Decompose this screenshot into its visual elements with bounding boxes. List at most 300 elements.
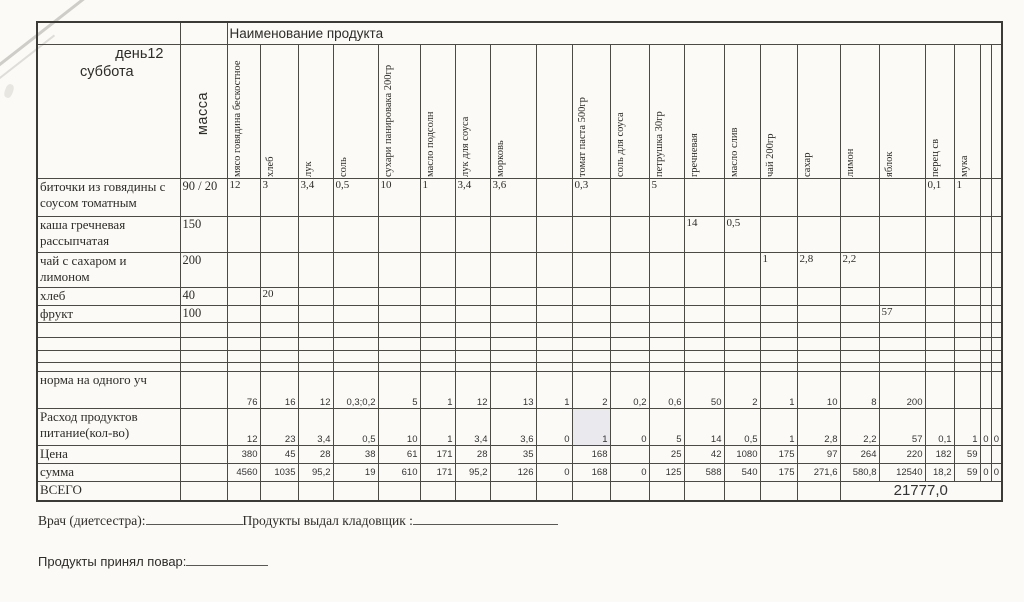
product-value-cell xyxy=(724,287,760,305)
product-value-cell xyxy=(536,287,572,305)
empty-cell xyxy=(180,482,227,501)
summary-value-cell: 0,5 xyxy=(724,409,760,446)
product-column-label: яблок xyxy=(883,150,895,177)
mass-header-cell xyxy=(180,44,227,178)
empty-cell xyxy=(980,363,991,372)
empty-cell xyxy=(649,482,684,501)
product-value-cell xyxy=(840,305,879,323)
empty-cell xyxy=(954,363,980,372)
product-value-cell xyxy=(649,216,684,252)
product-value-cell xyxy=(455,305,490,323)
empty-cell xyxy=(298,351,333,363)
summary-value-cell: 220 xyxy=(879,446,925,464)
product-column-label: гречневая xyxy=(688,132,700,177)
product-value-cell xyxy=(572,305,610,323)
product-value-cell xyxy=(610,178,649,216)
summary-value-cell: 95,2 xyxy=(298,464,333,482)
product-column-header xyxy=(298,44,333,178)
empty-cell xyxy=(490,323,536,338)
empty-cell xyxy=(925,323,954,338)
product-column-header xyxy=(260,44,298,178)
product-column-header xyxy=(724,44,760,178)
product-column-label: лук xyxy=(302,160,314,177)
empty-cell xyxy=(455,323,490,338)
signature-line-2 xyxy=(38,552,268,569)
empty-cell xyxy=(980,323,991,338)
empty-cell xyxy=(37,351,180,363)
product-value-cell xyxy=(333,252,378,287)
empty-cell xyxy=(649,323,684,338)
summary-value-cell: 0,2 xyxy=(610,372,649,409)
empty-cell xyxy=(649,338,684,351)
summary-value-cell: 5 xyxy=(649,409,684,446)
product-value-cell xyxy=(724,178,760,216)
empty-cell xyxy=(455,363,490,372)
product-value-cell xyxy=(490,287,536,305)
empty-cell xyxy=(684,482,724,501)
empty-cell xyxy=(840,323,879,338)
empty-cell xyxy=(333,363,378,372)
empty-cell xyxy=(572,323,610,338)
empty-cell xyxy=(760,338,797,351)
product-value-cell xyxy=(954,252,980,287)
product-value-cell xyxy=(649,252,684,287)
product-column-label: соль для соуса xyxy=(614,111,626,177)
summary-value-cell: 28 xyxy=(455,446,490,464)
summary-value-cell: 4560 xyxy=(227,464,260,482)
product-column-label: соль xyxy=(337,156,349,177)
summary-value-cell: 95,2 xyxy=(455,464,490,482)
summary-value-cell: 13 xyxy=(490,372,536,409)
empty-cell xyxy=(724,363,760,372)
summary-value-cell: 50 xyxy=(684,372,724,409)
empty-cell xyxy=(572,338,610,351)
product-value-cell: 2,2 xyxy=(840,252,879,287)
product-value-cell xyxy=(333,305,378,323)
product-value-cell xyxy=(797,178,840,216)
product-value-cell xyxy=(954,216,980,252)
summary-value-cell: 182 xyxy=(925,446,954,464)
empty-cell xyxy=(684,351,724,363)
corner-cell xyxy=(180,22,227,44)
summary-value-cell: 1 xyxy=(760,409,797,446)
summary-row xyxy=(37,464,1002,482)
product-column-header xyxy=(980,44,991,178)
product-value-cell xyxy=(925,216,954,252)
product-column-label: лук для соуса xyxy=(459,116,471,177)
product-value-cell xyxy=(536,178,572,216)
product-value-cell xyxy=(378,252,420,287)
empty-cell xyxy=(180,338,227,351)
empty-cell xyxy=(879,363,925,372)
product-value-cell xyxy=(490,305,536,323)
product-value-cell xyxy=(954,305,980,323)
product-column-header xyxy=(333,44,378,178)
summary-value-cell: 125 xyxy=(649,464,684,482)
product-column-header xyxy=(572,44,610,178)
product-value-cell xyxy=(684,178,724,216)
summary-value-cell xyxy=(954,372,980,409)
summary-value-cell xyxy=(610,446,649,464)
product-column-header xyxy=(760,44,797,178)
summary-value-cell: 76 xyxy=(227,372,260,409)
product-value-cell xyxy=(925,287,954,305)
summary-value-cell xyxy=(991,372,1002,409)
empty-cell xyxy=(260,363,298,372)
empty-cell xyxy=(572,351,610,363)
doctor-label: Врач (диетсестра): xyxy=(38,513,146,528)
product-value-cell: 5 xyxy=(649,178,684,216)
summary-value-cell: 12 xyxy=(455,372,490,409)
product-column-header xyxy=(490,44,536,178)
summary-label-cell: Цена xyxy=(37,446,180,464)
product-value-cell xyxy=(420,252,455,287)
product-value-cell xyxy=(610,216,649,252)
product-column-header xyxy=(227,44,260,178)
empty-cell xyxy=(760,363,797,372)
empty-cell xyxy=(298,482,333,501)
empty-row xyxy=(37,363,1002,372)
product-value-cell xyxy=(455,252,490,287)
product-value-cell xyxy=(260,252,298,287)
dish-row xyxy=(37,287,1002,305)
empty-cell xyxy=(333,323,378,338)
summary-value-cell: 38 xyxy=(333,446,378,464)
product-value-cell xyxy=(724,252,760,287)
product-column-label: сухари панировака 200гр xyxy=(382,64,394,177)
empty-cell xyxy=(420,482,455,501)
product-column-label: мясо говядина бескостное xyxy=(231,59,243,177)
product-value-cell xyxy=(991,287,1002,305)
summary-value-cell: 126 xyxy=(490,464,536,482)
summary-value-cell: 59 xyxy=(954,446,980,464)
summary-value-cell: 19 xyxy=(333,464,378,482)
summary-value-cell: 28 xyxy=(298,446,333,464)
summary-value-cell: 57 xyxy=(879,409,925,446)
empty-cell xyxy=(879,351,925,363)
summary-value-cell: 59 xyxy=(954,464,980,482)
summary-value-cell: 264 xyxy=(840,446,879,464)
product-value-cell xyxy=(991,305,1002,323)
summary-value-cell: 200 xyxy=(879,372,925,409)
product-value-cell xyxy=(649,287,684,305)
summary-value-cell: 42 xyxy=(684,446,724,464)
product-value-cell xyxy=(760,178,797,216)
product-value-cell: 10 xyxy=(378,178,420,216)
mass-header-label: масса xyxy=(194,91,211,135)
empty-cell xyxy=(378,363,420,372)
empty-cell xyxy=(760,351,797,363)
product-value-cell: 1 xyxy=(954,178,980,216)
cook-label: Продукты принял повар: xyxy=(38,554,187,569)
column-header-row xyxy=(37,44,1002,178)
product-value-cell xyxy=(227,287,260,305)
product-value-cell: 2,8 xyxy=(797,252,840,287)
product-value-cell xyxy=(980,216,991,252)
product-value-cell xyxy=(879,287,925,305)
product-value-cell xyxy=(760,287,797,305)
empty-cell xyxy=(684,363,724,372)
product-value-cell xyxy=(298,287,333,305)
product-value-cell xyxy=(298,216,333,252)
dish-row xyxy=(37,178,1002,216)
product-value-cell: 3,6 xyxy=(490,178,536,216)
empty-row xyxy=(37,338,1002,351)
summary-value-cell: 175 xyxy=(760,464,797,482)
product-value-cell xyxy=(797,216,840,252)
empty-cell xyxy=(260,323,298,338)
mass-value-cell: 40 xyxy=(180,287,227,305)
product-value-cell xyxy=(879,178,925,216)
dish-name-cell: фрукт xyxy=(37,305,180,323)
product-value-cell xyxy=(298,252,333,287)
signature-line xyxy=(146,511,243,525)
empty-cell xyxy=(378,351,420,363)
product-value-cell: 14 xyxy=(684,216,724,252)
summary-value-cell: 2,2 xyxy=(840,409,879,446)
day-number-label: день12 xyxy=(115,45,164,62)
product-value-cell xyxy=(879,216,925,252)
summary-value-cell: 1 xyxy=(420,409,455,446)
empty-cell xyxy=(490,351,536,363)
product-column-label: масло подсолн xyxy=(424,110,436,177)
empty-cell xyxy=(298,338,333,351)
summary-value-cell: 8 xyxy=(840,372,879,409)
summary-value-cell: 588 xyxy=(684,464,724,482)
summary-value-cell: 540 xyxy=(724,464,760,482)
product-value-cell xyxy=(536,252,572,287)
empty-cell xyxy=(797,351,840,363)
summary-value-cell: 0,5 xyxy=(333,409,378,446)
summary-value-cell: 12 xyxy=(298,372,333,409)
signature-line-1 xyxy=(38,511,558,529)
summary-value-cell: 14 xyxy=(684,409,724,446)
product-value-cell xyxy=(760,305,797,323)
product-value-cell xyxy=(879,252,925,287)
product-column-header xyxy=(991,44,1002,178)
product-value-cell: 20 xyxy=(260,287,298,305)
product-value-cell xyxy=(536,305,572,323)
product-value-cell xyxy=(227,305,260,323)
empty-cell xyxy=(610,351,649,363)
product-value-cell xyxy=(925,252,954,287)
product-value-cell xyxy=(724,305,760,323)
product-column-header xyxy=(684,44,724,178)
product-value-cell: 57 xyxy=(879,305,925,323)
product-column-label: перец св xyxy=(929,138,941,177)
empty-cell xyxy=(797,323,840,338)
product-value-cell: 1 xyxy=(760,252,797,287)
summary-value-cell: 10 xyxy=(797,372,840,409)
mass-value-cell: 100 xyxy=(180,305,227,323)
empty-cell xyxy=(227,323,260,338)
summary-value-cell: 610 xyxy=(378,464,420,482)
product-value-cell xyxy=(378,216,420,252)
product-column-label: томат паста 500гр xyxy=(576,96,588,177)
empty-cell xyxy=(954,338,980,351)
product-column-header xyxy=(649,44,684,178)
product-value-cell xyxy=(684,252,724,287)
empty-cell xyxy=(610,482,649,501)
summary-value-cell: 0 xyxy=(610,464,649,482)
empty-cell xyxy=(455,338,490,351)
product-value-cell: 0,3 xyxy=(572,178,610,216)
product-value-cell xyxy=(797,287,840,305)
empty-cell xyxy=(490,482,536,501)
summary-value-cell: 25 xyxy=(649,446,684,464)
empty-cell xyxy=(180,446,227,464)
product-value-cell xyxy=(420,287,455,305)
summary-value-cell: 1 xyxy=(536,372,572,409)
product-column-header xyxy=(954,44,980,178)
empty-cell xyxy=(925,363,954,372)
product-value-cell xyxy=(610,305,649,323)
empty-cell xyxy=(333,482,378,501)
product-column-label: масло слив xyxy=(728,127,740,177)
empty-cell xyxy=(649,363,684,372)
empty-cell xyxy=(420,351,455,363)
summary-value-cell: 1080 xyxy=(724,446,760,464)
empty-cell xyxy=(991,351,1002,363)
product-column-header xyxy=(797,44,840,178)
summary-value-cell: 18,2 xyxy=(925,464,954,482)
empty-cell xyxy=(840,363,879,372)
product-column-label: чай 200гр xyxy=(764,133,776,177)
empty-cell xyxy=(455,482,490,501)
product-column-header xyxy=(420,44,455,178)
summary-value-cell: 171 xyxy=(420,446,455,464)
scan-artifact xyxy=(3,83,15,99)
product-value-cell xyxy=(610,287,649,305)
empty-cell xyxy=(572,363,610,372)
total-label-cell: ВСЕГО xyxy=(37,482,180,501)
empty-cell xyxy=(954,323,980,338)
empty-cell xyxy=(536,323,572,338)
empty-cell xyxy=(684,323,724,338)
empty-cell xyxy=(180,372,227,409)
summary-label-cell: Расход продуктов питание(кол-во) xyxy=(37,409,180,446)
empty-cell xyxy=(37,338,180,351)
summary-row xyxy=(37,446,1002,464)
empty-cell xyxy=(333,338,378,351)
empty-cell xyxy=(180,409,227,446)
empty-cell xyxy=(536,338,572,351)
empty-cell xyxy=(260,482,298,501)
summary-value-cell: 0 xyxy=(991,409,1002,446)
product-value-cell xyxy=(649,305,684,323)
product-value-cell xyxy=(572,252,610,287)
product-value-cell xyxy=(991,178,1002,216)
product-column-label: петрушка 30гр xyxy=(653,110,665,177)
product-column-header xyxy=(925,44,954,178)
empty-cell xyxy=(180,323,227,338)
product-value-cell: 3,4 xyxy=(298,178,333,216)
summary-row xyxy=(37,372,1002,409)
empty-cell xyxy=(37,323,180,338)
summary-value-cell: 35 xyxy=(490,446,536,464)
product-value-cell xyxy=(840,287,879,305)
table-header-row xyxy=(37,22,1002,44)
empty-cell xyxy=(260,338,298,351)
summary-label-cell: сумма xyxy=(37,464,180,482)
product-value-cell xyxy=(980,305,991,323)
summary-value-cell: 12 xyxy=(227,409,260,446)
empty-cell xyxy=(536,351,572,363)
empty-cell xyxy=(536,482,572,501)
product-column-header xyxy=(840,44,879,178)
summary-value-cell: 61 xyxy=(378,446,420,464)
product-column-label: мука xyxy=(958,155,970,177)
signature-line xyxy=(413,511,558,525)
empty-cell xyxy=(879,323,925,338)
summary-value-cell xyxy=(980,372,991,409)
empty-cell xyxy=(649,351,684,363)
summary-value-cell: 171 xyxy=(420,464,455,482)
empty-cell xyxy=(298,323,333,338)
summary-value-cell: 45 xyxy=(260,446,298,464)
dish-name-cell: биточки из говядины с соусом томатным xyxy=(37,178,180,216)
signature-line xyxy=(186,552,268,566)
empty-cell xyxy=(572,482,610,501)
summary-value-cell: 0,1 xyxy=(925,409,954,446)
mass-value-cell: 90 / 20 xyxy=(180,178,227,216)
empty-cell xyxy=(455,351,490,363)
product-value-cell: 0,5 xyxy=(333,178,378,216)
empty-cell xyxy=(954,351,980,363)
empty-cell xyxy=(180,351,227,363)
summary-value-cell: 1 xyxy=(420,372,455,409)
dish-row xyxy=(37,252,1002,287)
empty-cell xyxy=(879,338,925,351)
empty-cell xyxy=(420,323,455,338)
empty-cell xyxy=(490,338,536,351)
product-column-header xyxy=(610,44,649,178)
product-value-cell: 0,5 xyxy=(724,216,760,252)
product-value-cell: 1 xyxy=(420,178,455,216)
product-value-cell xyxy=(610,252,649,287)
product-value-cell xyxy=(298,305,333,323)
product-value-cell xyxy=(980,287,991,305)
summary-value-cell: 168 xyxy=(572,464,610,482)
summary-value-cell: 97 xyxy=(797,446,840,464)
product-column-label: морковь xyxy=(494,139,506,177)
empty-cell xyxy=(37,363,180,372)
product-value-cell xyxy=(980,252,991,287)
summary-value-cell: 175 xyxy=(760,446,797,464)
empty-cell xyxy=(991,338,1002,351)
summary-value-cell xyxy=(925,372,954,409)
product-value-cell xyxy=(760,216,797,252)
summary-value-cell: 5 xyxy=(378,372,420,409)
summary-value-cell: 0,6 xyxy=(649,372,684,409)
summary-value-cell: 16 xyxy=(260,372,298,409)
storekeeper-label: Продукты выдал кладовщик : xyxy=(242,513,413,528)
summary-value-cell: 23 xyxy=(260,409,298,446)
product-value-cell: 3,4 xyxy=(455,178,490,216)
product-value-cell xyxy=(333,287,378,305)
summary-value-cell: 3,4 xyxy=(298,409,333,446)
product-value-cell xyxy=(455,287,490,305)
summary-value-cell: 1 xyxy=(572,409,610,446)
summary-value-cell: 1 xyxy=(760,372,797,409)
product-value-cell xyxy=(227,216,260,252)
summary-value-cell: 168 xyxy=(572,446,610,464)
product-column-label: хлеб xyxy=(264,156,276,177)
empty-cell xyxy=(227,482,260,501)
day-cell xyxy=(37,44,180,178)
empty-cell xyxy=(925,351,954,363)
empty-cell xyxy=(840,338,879,351)
